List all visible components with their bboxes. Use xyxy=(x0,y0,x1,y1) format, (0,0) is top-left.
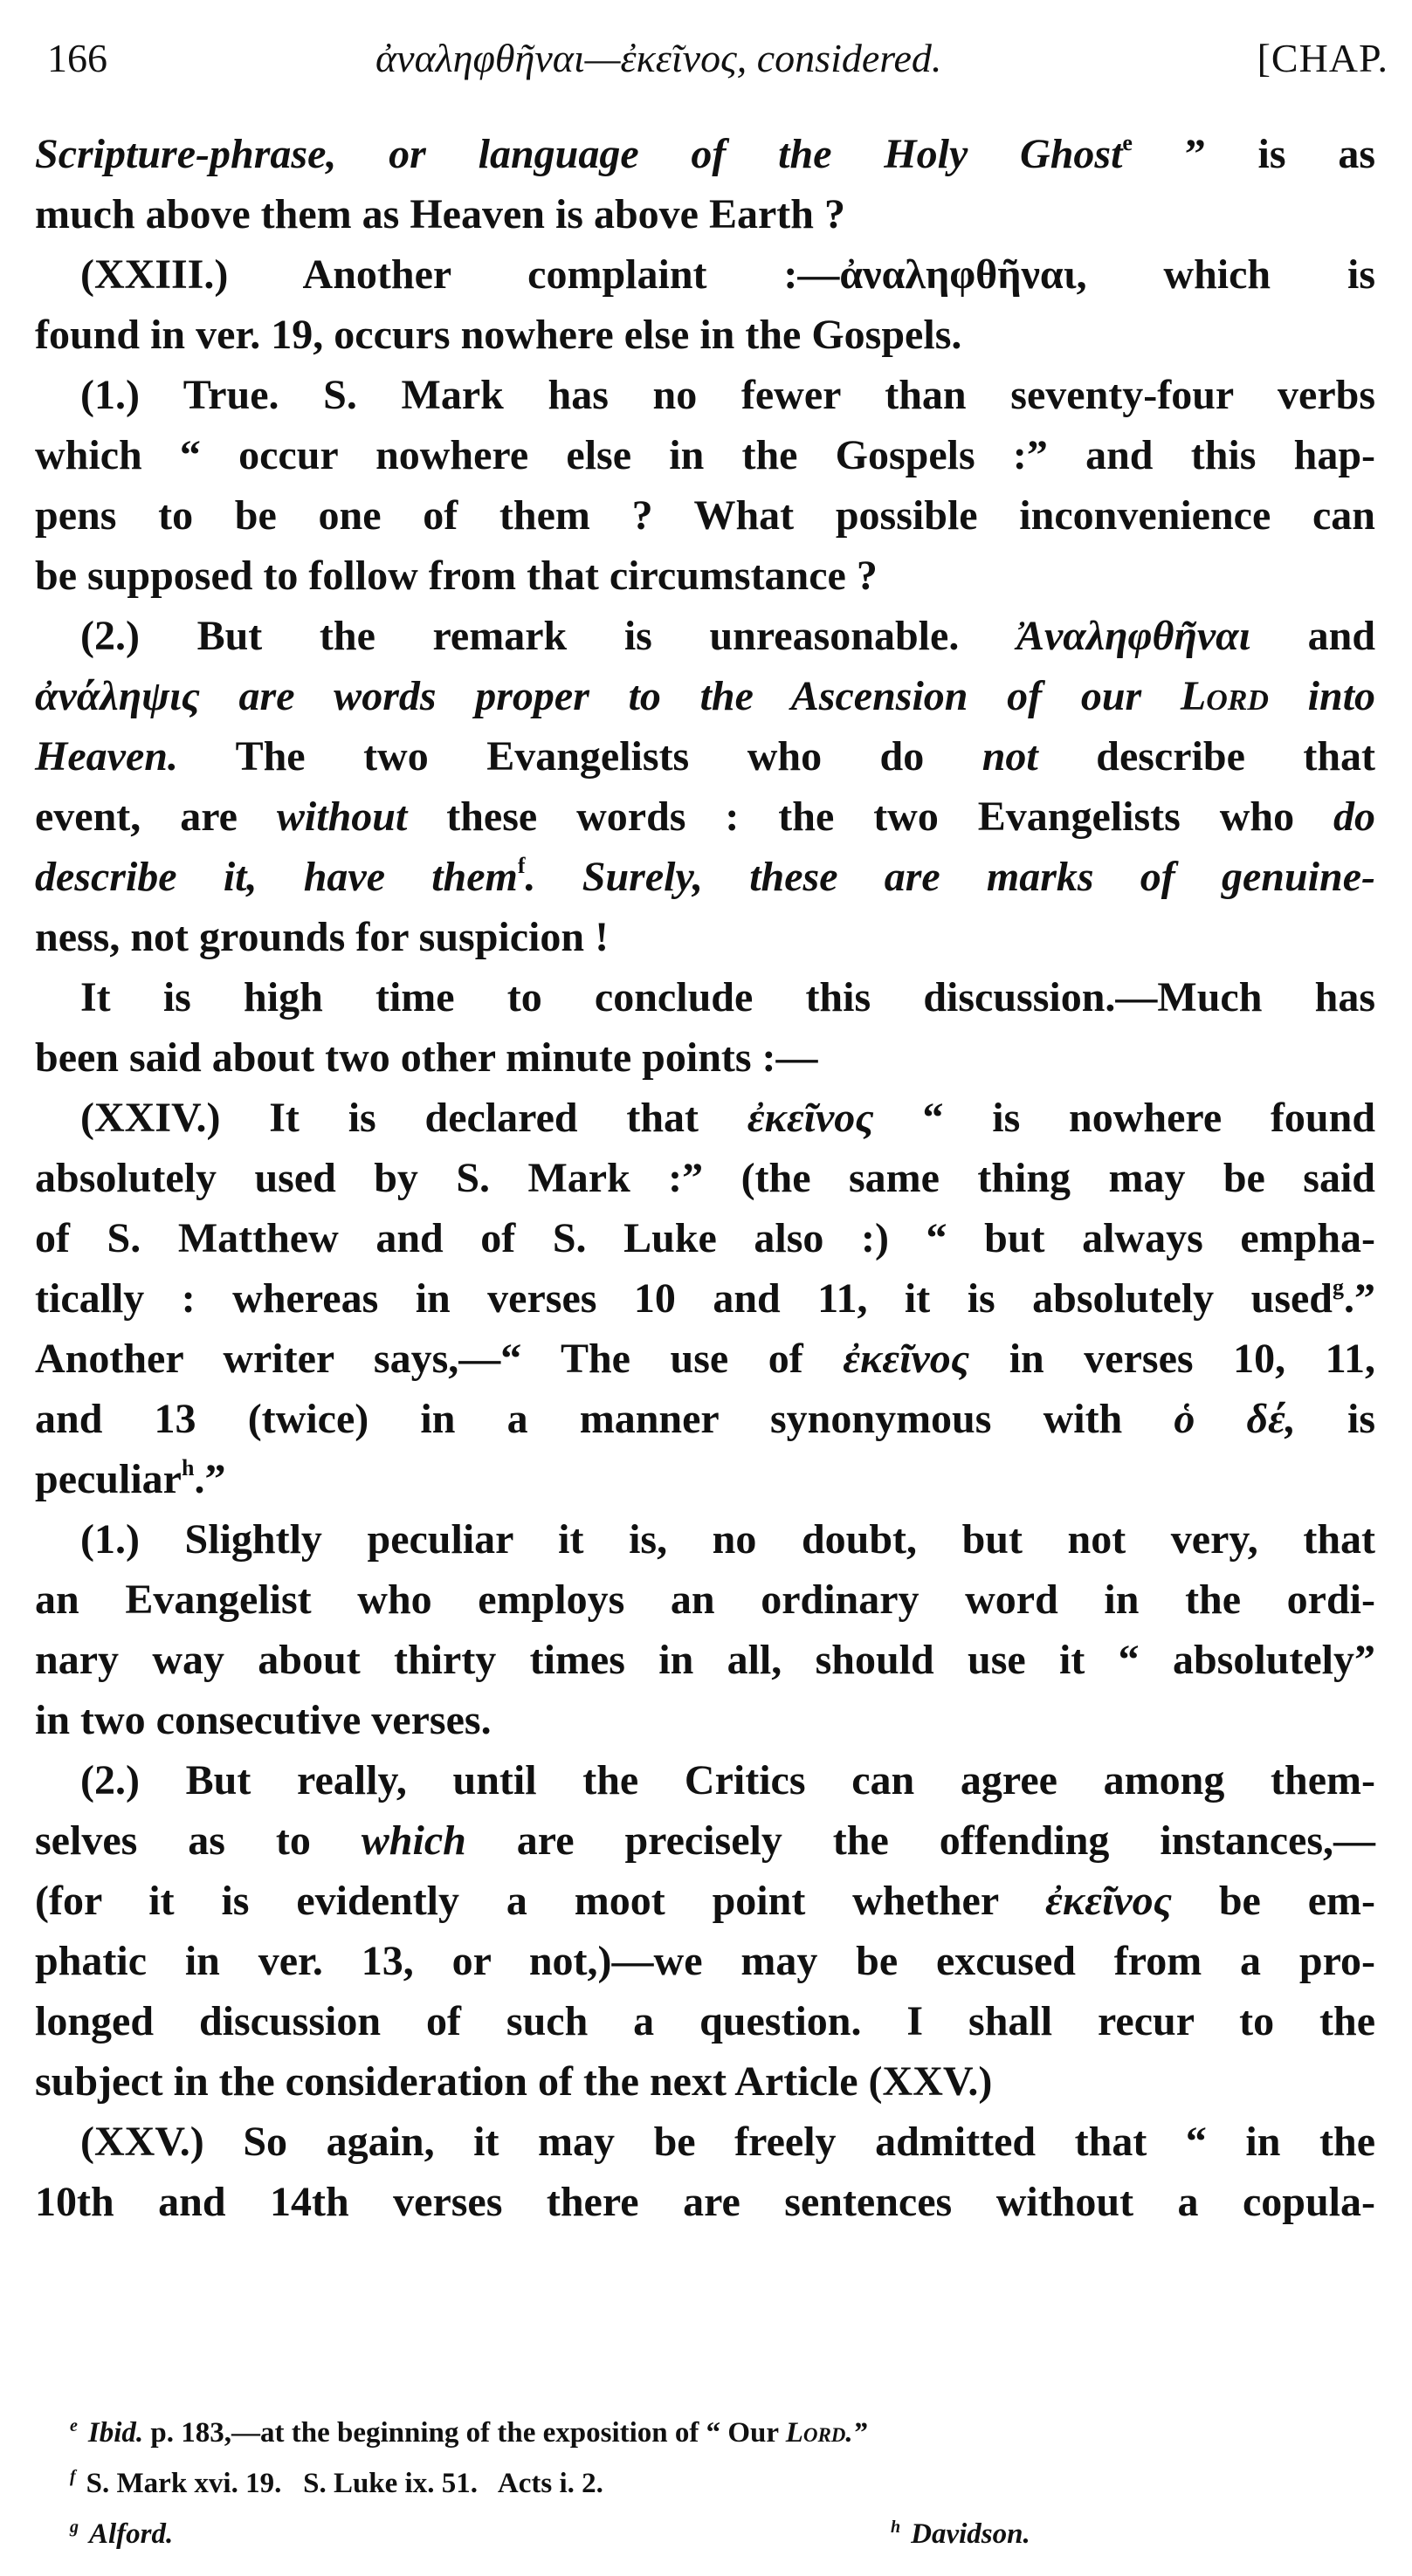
text-line: selves as to which are precisely the offending instances,— xyxy=(35,1817,1376,1864)
text-line: Scripture-phrase, or language of the Holy Ghost$^e$ ” is as xyxy=(35,130,1375,177)
text-line: an Evangelist who employs an ordinary word in the ordi- xyxy=(35,1577,1375,1623)
text-line: ness, not grounds for suspicion ! xyxy=(35,914,610,960)
footnote-ref-e: e xyxy=(1122,130,1133,155)
page-body xyxy=(35,124,1375,2232)
text-line: (1.) True. S. Mark has no fewer than seventy-four verbs xyxy=(80,372,1375,418)
footnote-e: $^e$ Ibid. p. 183,—at the beginning of the exposition of “ Our Lord.” xyxy=(70,2416,868,2449)
text-line: found in ver. 19, occurs nowhere else in the Gospels. xyxy=(35,312,962,358)
text-line: longed discussion of such a question. I shall recur to the xyxy=(35,1998,1375,2044)
text-line: (XXV.) So again, it may be freely admitted that “ in the xyxy=(80,2119,1375,2165)
chapter-marker: [CHAP. xyxy=(1257,36,1388,80)
text-line: nary way about thirty times in all, should use it “ absolutely” xyxy=(35,1637,1375,1683)
text-line: (XXIII.) Another complaint :—ἀναληφθῆναι, which is xyxy=(80,251,1375,298)
text-line: (2.) But really, until the Critics can agree among them- xyxy=(80,1757,1375,1803)
footnotes xyxy=(70,2408,1345,2559)
text-line: tically : whereas in verses 10 and 11, it is absolutely used$^g$.” xyxy=(35,1274,1375,1322)
text-line: (for it is evidently a moot point whether ἐκεῖνος be em- xyxy=(35,1878,1376,1924)
footnote-ref-f: f xyxy=(517,853,526,878)
text-line: much above them as Heaven is above Earth ? xyxy=(35,191,845,237)
text-line: It is high time to conclude this discussion.—Much has xyxy=(80,974,1375,1020)
text-line: ἀνάληψις are words proper to the Ascension of our Lord into xyxy=(35,673,1376,719)
running-header xyxy=(44,35,1388,96)
text-line: be supposed to follow from that circumstance ? xyxy=(35,553,878,599)
text-line: subject in the consideration of the next Article (XXV.) xyxy=(35,2058,993,2105)
text-line: which “ occur nowhere else in the Gospels :” and this hap- xyxy=(35,432,1375,478)
text-line: 10th and 14th verses there are sentences without a copula- xyxy=(35,2179,1375,2225)
footnote-g: $^g$ Alford. xyxy=(70,2518,174,2550)
text-line: (1.) Slightly peculiar it is, no doubt, but not very, that xyxy=(80,1516,1375,1563)
text-line: of S. Matthew and of S. Luke also :) “ but always empha- xyxy=(35,1215,1375,1261)
page-number: 166 xyxy=(47,36,107,80)
footnote-ref-g: g xyxy=(1333,1274,1344,1300)
text-line: pens to be one of them ? What possible inconvenience can xyxy=(35,492,1375,539)
text-line: (2.) But the remark is unreasonable. Ἀναληφθῆναι and xyxy=(80,613,1376,659)
text-line: peculiar$^h$.” xyxy=(35,1455,226,1502)
footnote-row xyxy=(70,2509,1345,2559)
text-line: and 13 (twice) in a manner synonymous with ὁ δέ, is xyxy=(35,1396,1375,1442)
text-line: absolutely used by S. Mark :” (the same thing may be said xyxy=(35,1155,1375,1201)
text-line: in two consecutive verses. xyxy=(35,1697,492,1743)
text-line: event, are without these words : the two Evangelists who do xyxy=(35,793,1375,840)
text-line: been said about two other minute points :— xyxy=(35,1034,818,1081)
text-line: describe it, have them$^f$. Surely, these are marks of genuine- xyxy=(35,853,1375,900)
text-line: phatic in ver. 13, or not,)—we may be excused from a pro- xyxy=(35,1938,1375,1984)
footnote-h: $^h$ Davidson. xyxy=(891,2518,1030,2550)
text-line: Another writer says,—“ The use of ἐκεῖνος in verses 10, 11, xyxy=(35,1336,1376,1382)
running-title: ἀναληφθῆναι—ἐκεῖνος, considered. xyxy=(375,36,942,80)
text-line: Heaven. The two Evangelists who do not describe that xyxy=(35,733,1376,780)
footnote-f: $^f$ S. Mark xvi. 19. S. Luke ix. 51. Acts i. 2. xyxy=(70,2467,603,2499)
text-line: (XXIV.) It is declared that ἐκεῖνος “ is nowhere found xyxy=(80,1095,1376,1141)
footnote-ref-h: h xyxy=(181,1455,195,1480)
